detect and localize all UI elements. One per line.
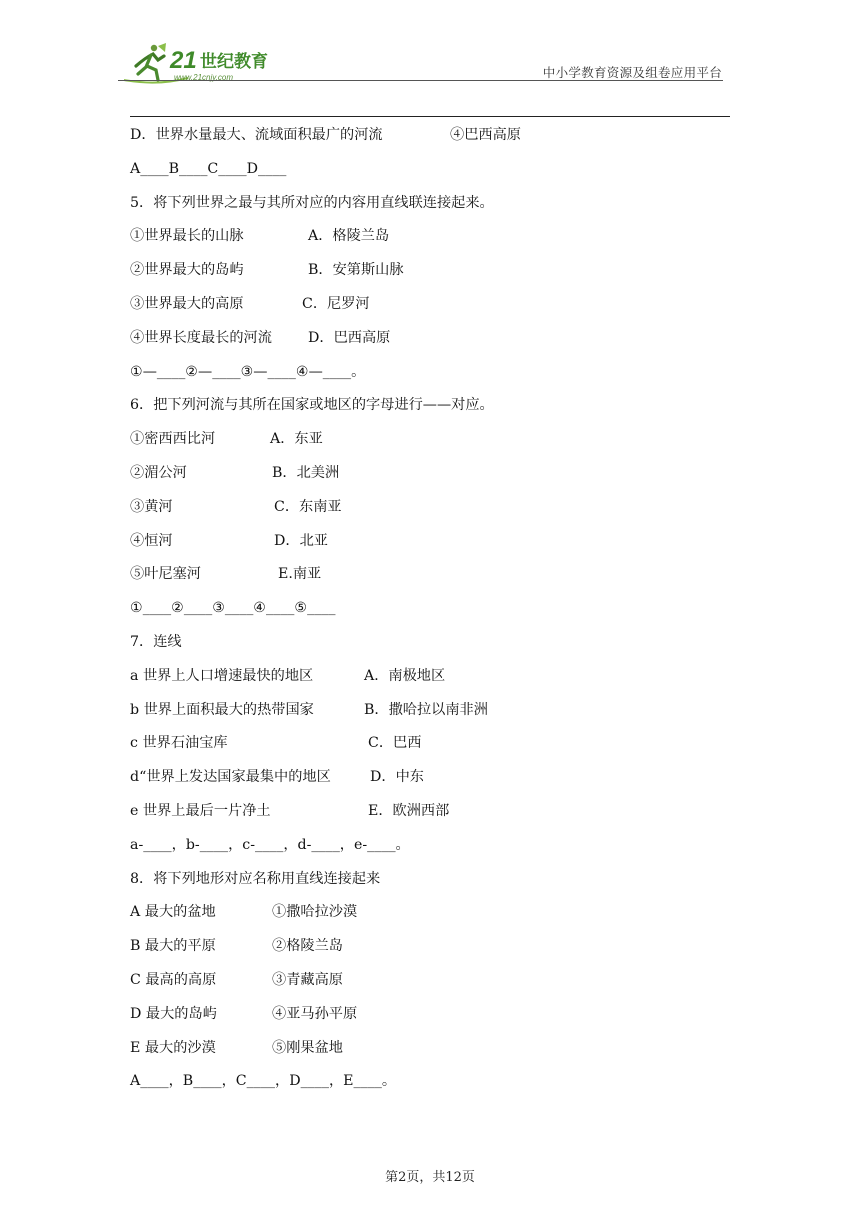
svg-text:世纪教育: 世纪教育 [200,52,268,72]
question-5-row: ②世界最大的岛屿 B．安第斯山脉 [130,262,404,279]
question-6-row: ②湄公河 B．北美洲 [130,464,340,481]
question-5-row: ①世界最长的山脉 A．格陵兰岛 [130,228,390,245]
question-6-row: ①密西西比河 A．东亚 [130,431,323,448]
question-8-stem: 8．将下列地形对应名称用直线连接起来 [130,870,381,887]
content-divider [130,116,730,117]
question-7-answer: a-____，b-____，c-____，d-____，e-____。 [130,836,410,853]
question-8-row: E 最大的沙漠 ⑤刚果盆地 [130,1039,343,1056]
svg-text:www.21cnjy.com: www.21cnjy.com [174,73,233,82]
question-8-row: B 最大的平原 ②格陵兰岛 [130,938,343,955]
question-6-row: ③黄河 C．东南亚 [130,498,342,515]
question-7-stem: 7．连线 [130,633,182,650]
header-divider [118,80,723,81]
question-6-stem: 6．把下列河流与其所在国家或地区的字母进行——对应。 [130,397,494,414]
question-5-stem: 5．将下列世界之最与其所对应的内容用直线联连接起来。 [130,194,494,211]
question-8-row: C 最高的高原 ③青藏高原 [130,971,343,988]
question-7-row: d“世界上发达国家最集中的地区 D．中东 [130,769,424,786]
question-6-answer: ①____②____③____④____⑤____ [130,600,336,617]
question-5-answer: ①—____②—____③—____④—____。 [130,363,366,380]
question-8-row: A 最大的盆地 ①撒哈拉沙漠 [130,904,358,921]
question-5-row: ③世界最大的高原 C．尼罗河 [130,295,370,312]
worksheet-content [130,124,730,1104]
platform-name: 中小学教育资源及组卷应用平台 [542,65,722,80]
question-6-row: ⑤叶尼塞河 E.南亚 [130,566,322,583]
question-7-row: e 世界上最后一片净土 E．欧洲西部 [130,802,450,819]
svg-text:21: 21 [170,47,197,74]
question-4-answer: A____B____C____D____ [130,160,287,177]
question-8-row: D 最大的岛屿 ④亚马孙平原 [130,1005,358,1022]
21cnjy-logo [118,40,283,84]
page-number: 第2页，共12页 [385,1170,475,1185]
question-7-row: c 世界石油宝库 C．巴西 [130,735,422,752]
question-7-row: a 世界上人口增速最快的地区 A．南极地区 [130,667,446,684]
question-6-row: ④恒河 D．北亚 [130,532,328,549]
question-5-row: ④世界长度最长的河流 D．巴西高原 [130,329,391,346]
page-header [0,0,860,120]
question-7-row: b 世界上面积最大的热带国家 B．撒哈拉以南非洲 [130,701,488,718]
question-8-answer: A____，B____，C____，D____，E____。 [130,1073,397,1090]
question-4-option-d: D．世界水量最大、流域面积最广的河流 ④巴西高原 [130,127,521,143]
